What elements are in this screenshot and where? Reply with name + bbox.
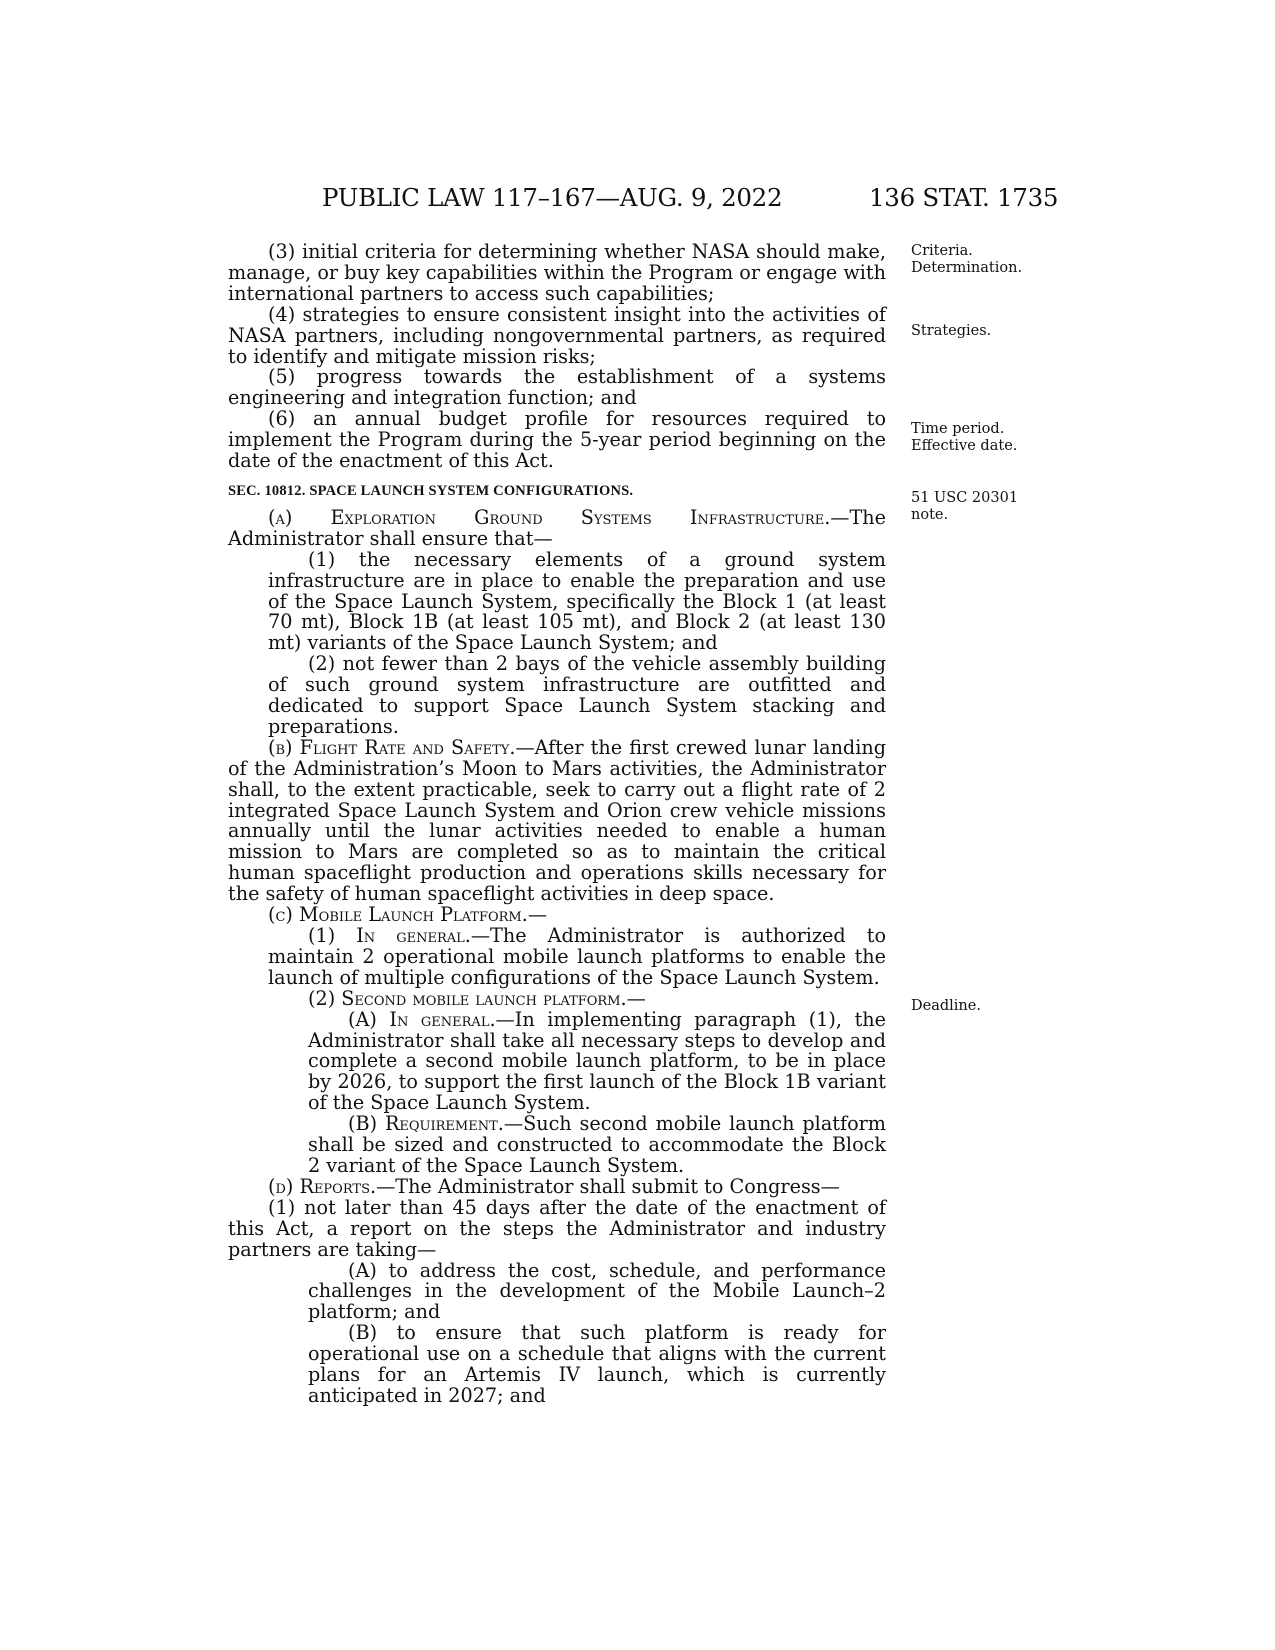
header-law-citation: PUBLIC LAW 117–167—AUG. 9, 2022 bbox=[322, 183, 783, 212]
subsection-a bbox=[228, 505, 886, 550]
subsection-c bbox=[228, 905, 886, 926]
page-header bbox=[0, 183, 1275, 217]
subsection-b-heading: (b) Flight Rate and Safety.— bbox=[268, 735, 535, 759]
subsection-c-2-B-text: Such second mobile launch platform shall be sized and constructed to accommodate the Block 2 variant of the Space Launch System. bbox=[308, 1112, 886, 1177]
subsection-d-heading: (d) Reports.— bbox=[268, 1174, 396, 1198]
margin-note-time-period: Time period. Effective date. bbox=[911, 421, 1018, 454]
subsection-a-heading: (a) Exploration Ground Systems Infrastructure.— bbox=[268, 505, 850, 529]
margin-note-deadline: Deadline. bbox=[911, 998, 981, 1014]
document-body bbox=[228, 242, 886, 1407]
header-stat-page: 136 STAT. 1735 bbox=[869, 183, 1059, 212]
subsection-c-heading: (c) Mobile Launch Platform.— bbox=[268, 903, 548, 927]
section-heading: SEC. 10812. SPACE LAUNCH SYSTEM CONFIGURATIONS. bbox=[228, 482, 634, 499]
subsection-c-1 bbox=[228, 926, 886, 989]
subsection-d-1-A: (A) to address the cost, schedule, and performance challenges in the development of the Mobile Launch–2 platform; and bbox=[308, 1258, 886, 1324]
subsection-c-1-heading: (1) In general.— bbox=[308, 924, 491, 947]
subsection-c-2-A bbox=[228, 1007, 886, 1115]
subsection-b bbox=[228, 735, 886, 906]
paragraph-5: (5) progress towards the establishment of a systems engineering and integration function; and bbox=[228, 365, 886, 410]
paragraph-3: (3) initial criteria for determining whether NASA should make, manage, or buy key capabilities within the Program or engage with international partners to access such capabilities; bbox=[228, 240, 886, 305]
subsection-a-1: (1) the necessary elements of a ground system infrastructure are in place to enable the preparation and use of the Space Launch System, specifically the Block 1 (at least 70 mt), Block 1B (at least 105 mt), and Block 2 (at least 130 mt) variants of the Space Launch System; and bbox=[268, 547, 886, 655]
margin-note-criteria: Criteria. Determination. bbox=[911, 243, 1023, 276]
subsection-c-1-text: The Administrator is authorized to maintain 2 operational mobile launch platforms to enable the launch of multiple configurations of the Space Launch System. bbox=[268, 924, 886, 989]
subsection-c-2 bbox=[228, 986, 886, 1010]
subsection-d bbox=[228, 1174, 886, 1198]
subsection-a-2: (2) not fewer than 2 bays of the vehicle assembly building of such ground system infrastructure are outfitted and dedicated to support Space Launch System stacking and preparations. bbox=[268, 652, 886, 738]
subsection-c-2-A-text: In implementing paragraph (1), the Administrator shall take all necessary steps to develop and complete a second mobile launch platform, to be in place by 2026, to support the first launch of the Block 1B variant of the Space Launch System. bbox=[308, 1007, 886, 1115]
margin-note-strategies: Strategies. bbox=[911, 323, 992, 339]
subsection-c-2-B bbox=[228, 1114, 886, 1177]
subsection-d-1: (1) not later than 45 days after the date of the enactment of this Act, a report on the steps the Administrator and industry partners are taking— bbox=[228, 1195, 886, 1261]
subsection-b-text: After the first crewed lunar landing of the Administration’s Moon to Mars activities, the Administrator shall, to the extent practicable, seek to carry out a flight rate of 2 integrated Space Launch System and Orion crew vehicle missions annually until the lunar activities needed to enable a human mission to Mars are completed so as to maintain the critical human spaceflight production and operations skills necessary for the safety of human spaceflight activities in deep space. bbox=[228, 735, 886, 906]
subsection-d-text: The Administrator shall submit to Congress— bbox=[395, 1174, 840, 1198]
subsection-c-2-B-heading: (B) Requirement.— bbox=[348, 1112, 524, 1136]
subsection-a-text: The Administrator shall ensure that— bbox=[228, 505, 886, 550]
paragraph-6: (6) an annual budget profile for resources required to implement the Program during the 5-year period beginning on the date of the enactment of this Act. bbox=[228, 407, 886, 473]
subsection-c-2-heading: (2) Second mobile launch platform.— bbox=[308, 986, 646, 1010]
paragraph-4: (4) strategies to ensure consistent insight into the activities of NASA partners, including nongovernmental partners, as required to identify and mitigate mission risks; bbox=[228, 302, 886, 368]
margin-note-usc: 51 USC 20301 note. bbox=[911, 490, 1019, 523]
subsection-c-2-A-heading: (A) In general.— bbox=[348, 1007, 515, 1031]
subsection-d-1-B: (B) to ensure that such platform is ready for operational use on a schedule that aligns with the current plans for an Artemis IV launch, which is currently anticipated in 2027; and bbox=[308, 1321, 886, 1407]
